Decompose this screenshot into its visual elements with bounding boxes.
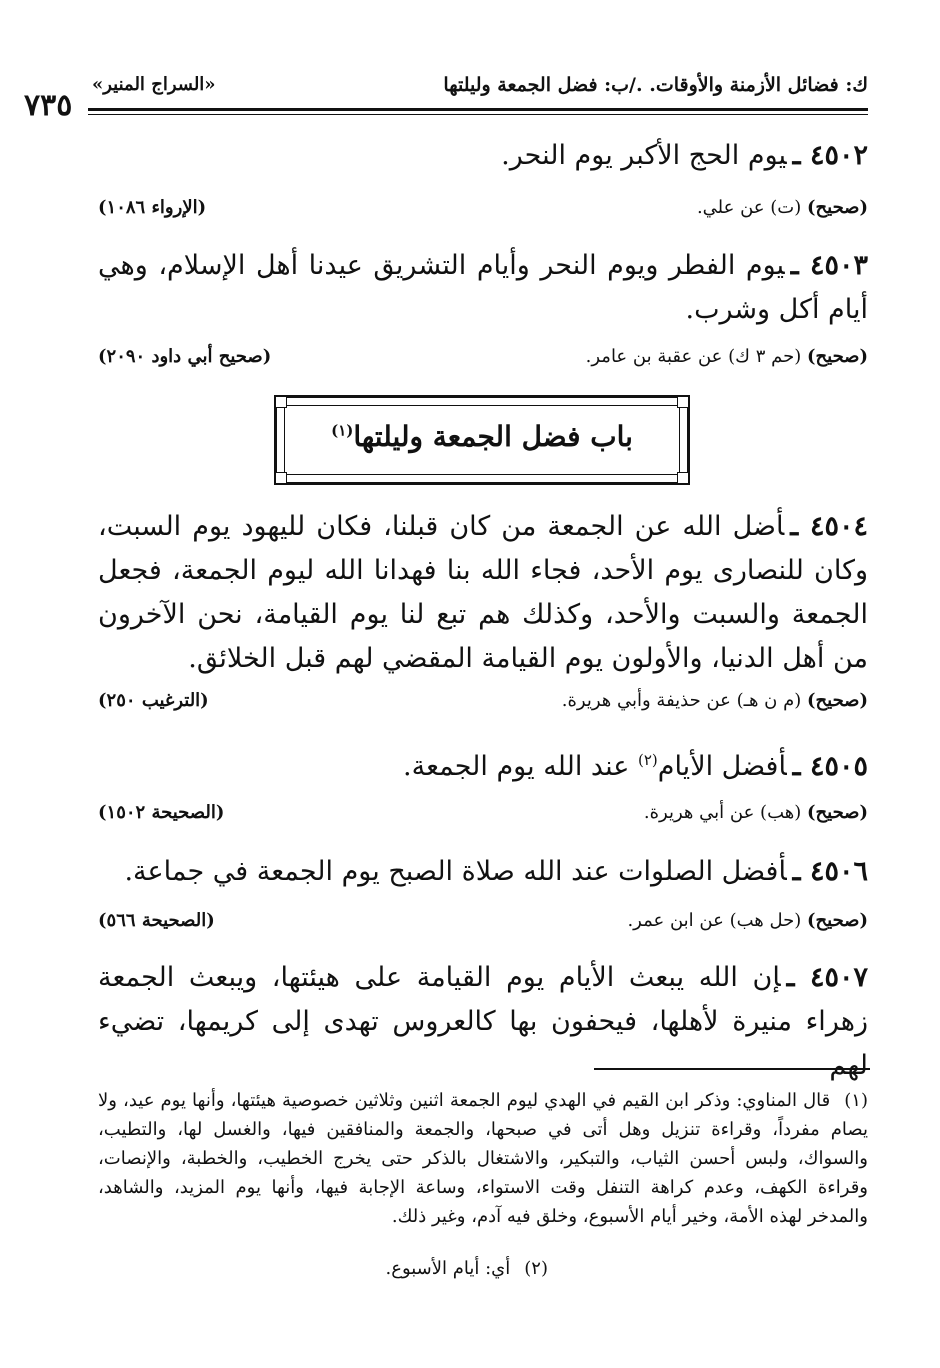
hadith-4505 bbox=[98, 738, 868, 789]
grade-source: (ت) عن علي. bbox=[696, 197, 802, 218]
grade-line-4506 bbox=[98, 910, 868, 940]
header-rule-thick bbox=[88, 108, 868, 111]
frame-corner-ornament bbox=[677, 472, 689, 484]
footnote-separator bbox=[594, 1068, 870, 1070]
footnote-mark: (١) bbox=[844, 1090, 868, 1111]
footnote-text: قال المناوي: وذكر ابن القيم في الهدي ليوم الجمعة اثنين وثلاثين خصوصية هيئتها، وأنها يوم عيد، ولا يصام مفرداً، وقراءة تنزيل وهل أتى في صبحها، والجمعة والمنافقين فيها، والغسل لها، والتطيب، والسواك، ولبس أحسن الثياب، والتبكير، والاشتغال بالذكر حتى يخرج الخطيب، والخطبة، والإنصات، وقراءة الكهف، وعدم كراهة التنفل وقت الاستواء، وساعة الإجابة فيها، وأنها يوم المزيد، والشاهد، والمدخر لهذه الأمة، وخير أيام الأسبوع، وخلق فيه آدم، وغير ذلك. bbox=[98, 1090, 868, 1227]
frame-corner-ornament bbox=[275, 472, 287, 484]
grade-label: (صحيح) bbox=[807, 346, 868, 367]
hadith-4506 bbox=[98, 850, 868, 894]
grade-label: (صحيح) bbox=[807, 197, 868, 218]
grade-line-4503 bbox=[98, 346, 868, 376]
chapter-heading-frame bbox=[274, 395, 690, 485]
hadith-4502 bbox=[98, 134, 868, 178]
grade-label: (صحيح) bbox=[807, 910, 868, 931]
footnote-1 bbox=[98, 1086, 868, 1231]
hadith-text: أفضل الأيام bbox=[657, 751, 787, 782]
footnote-text: أي: أيام الأسبوع. bbox=[385, 1258, 511, 1279]
running-header-book-title: «السراج المنير» bbox=[92, 74, 216, 95]
hadith-text: أضل الله عن الجمعة من كان قبلنا، فكان لليهود يوم السبت، وكان للنصارى يوم الأحد، فجاء الله بنا فهدانا الله ليوم الجمعة، فجعل الجمعة والسبت والأحد، وكذلك هم تبع لنا يوم القيامة، نحن الآخرون من أهل الدنيا، والأولون يوم القيامة المقضي لهم قبل الخلائق. bbox=[98, 511, 868, 674]
chapter-heading bbox=[277, 420, 687, 453]
page-number: ٧٣٥ bbox=[24, 88, 73, 123]
hadith-4504 bbox=[98, 505, 868, 681]
grade-source: (م ن هـ) عن حذيفة وأبي هريرة. bbox=[561, 690, 802, 711]
grade-line-4502 bbox=[98, 197, 868, 227]
hadith-text: يوم الفطر ويوم النحر وأيام التشريق عيدنا أهل الإسلام، وهي أيام أكل وشرب. bbox=[98, 250, 868, 325]
hadith-number: ٤٥٠٦ ـ bbox=[792, 856, 868, 887]
grade-source: (حل هب) عن ابن عمر. bbox=[627, 910, 802, 931]
footnote-mark: (٢) bbox=[524, 1258, 548, 1279]
grade-line-4504 bbox=[98, 690, 868, 720]
running-header-chapter: ك: فضائل الأزمنة والأوقات. ./ب: فضل الجمعة وليلتها bbox=[443, 74, 868, 96]
chapter-title: باب فضل الجمعة وليلتها bbox=[353, 420, 633, 453]
footnote-ref-1: (١) bbox=[331, 421, 354, 440]
hadith-number: ٤٥٠٣ ـ bbox=[790, 250, 868, 281]
hadith-text: يوم الحج الأكبر يوم النحر. bbox=[501, 140, 787, 171]
frame-corner-ornament bbox=[275, 396, 287, 408]
grade-label: (صحيح) bbox=[807, 690, 868, 711]
grade-reference: (الصحيحة ٥٦٦) bbox=[98, 910, 215, 931]
hadith-text: أفضل الصلوات عند الله صلاة الصبح يوم الجمعة في جماعة. bbox=[124, 856, 787, 887]
hadith-number: ٤٥٠٧ ـ bbox=[786, 962, 868, 993]
hadith-number: ٤٥٠٥ ـ bbox=[792, 751, 868, 782]
grade-source: (حم ٣ ك) عن عقبة بن عامر. bbox=[585, 346, 802, 367]
hadith-number: ٤٥٠٢ ـ bbox=[792, 140, 868, 171]
frame-corner-ornament bbox=[677, 396, 689, 408]
hadith-number: ٤٥٠٤ ـ bbox=[790, 511, 869, 542]
hadith-text-continued: عند الله يوم الجمعة. bbox=[403, 751, 638, 782]
grade-line-4505 bbox=[98, 802, 868, 832]
grade-reference: (الترغيب ٢٥٠) bbox=[98, 690, 209, 711]
header-rule-thin bbox=[88, 114, 868, 115]
grade-source: (هب) عن أبي هريرة. bbox=[643, 802, 802, 823]
footnote-2 bbox=[108, 1254, 548, 1283]
hadith-text: إن الله يبعث الأيام يوم القيامة على هيئتها، ويبعث الجمعة زهراء منيرة لأهلها، فيحفون بها كالعروس تهدى إلى كريمها، تضيء لهم bbox=[98, 962, 868, 1081]
grade-reference: (الإرواء ١٠٨٦) bbox=[98, 197, 207, 218]
footnote-ref-2: (٢) bbox=[637, 751, 658, 769]
hadith-4503 bbox=[98, 244, 868, 332]
grade-reference: (الصحيحة ١٥٠٢) bbox=[98, 802, 225, 823]
grade-reference: (صحيح أبي داود ٢٠٩٠) bbox=[98, 346, 272, 367]
grade-label: (صحيح) bbox=[807, 802, 868, 823]
